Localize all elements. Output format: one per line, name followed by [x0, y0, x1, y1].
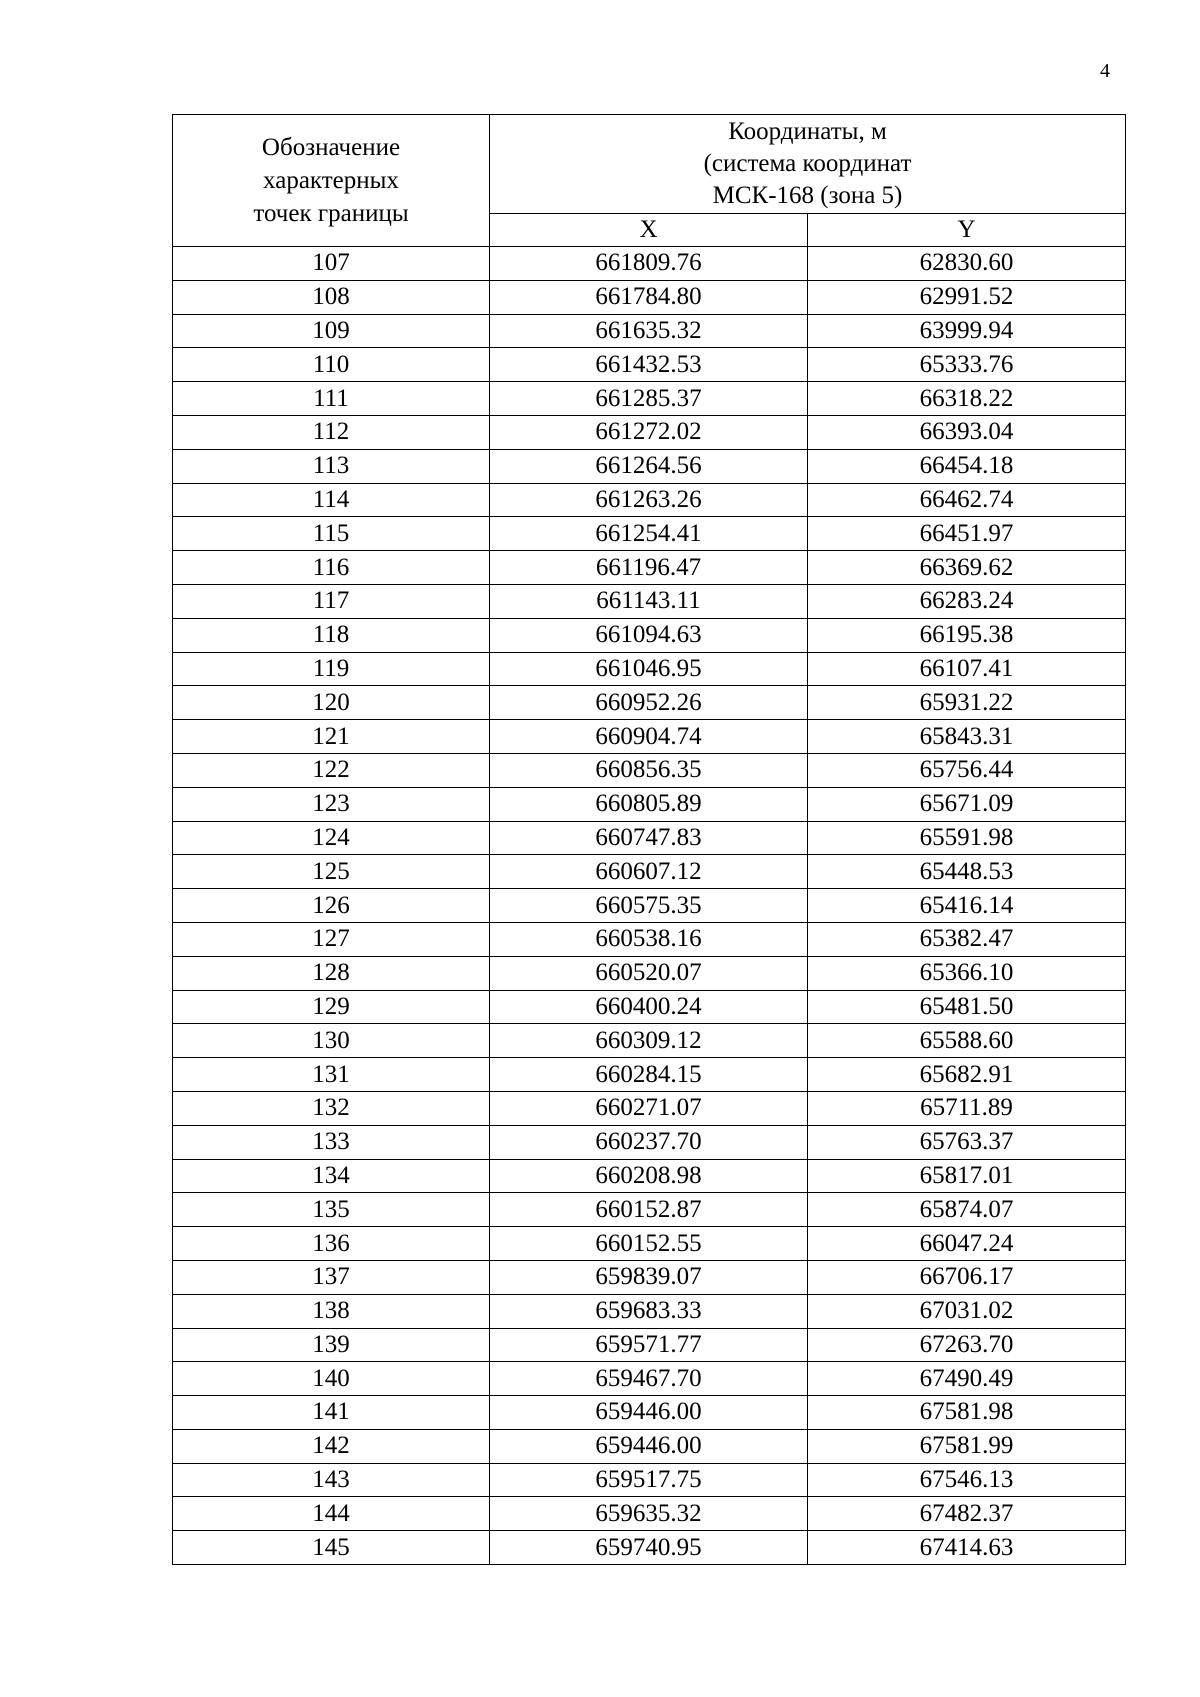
- table-row: [173, 1159, 1126, 1193]
- y-coordinate-cell: 62991.52: [808, 280, 1126, 314]
- y-coordinate-cell: 67031.02: [808, 1294, 1126, 1328]
- y-coordinate-cell: 65817.01: [808, 1159, 1126, 1193]
- table-row: [173, 1260, 1126, 1294]
- point-cell: 110: [173, 348, 490, 382]
- x-coordinate-cell: 660237.70: [490, 1125, 808, 1159]
- table-row: [173, 1429, 1126, 1463]
- point-cell: 109: [173, 314, 490, 348]
- point-cell: 111: [173, 382, 490, 416]
- x-coordinate-cell: 660152.87: [490, 1193, 808, 1227]
- point-cell: 139: [173, 1328, 490, 1362]
- x-coordinate-cell: 660904.74: [490, 720, 808, 754]
- table-row: [173, 1463, 1126, 1497]
- x-coordinate-cell: 660400.24: [490, 990, 808, 1024]
- header-x: X: [490, 214, 808, 247]
- x-coordinate-cell: 659740.95: [490, 1531, 808, 1565]
- table-row: [173, 247, 1126, 281]
- y-coordinate-cell: 65366.10: [808, 956, 1126, 990]
- x-coordinate-cell: 661635.32: [490, 314, 808, 348]
- table-row: [173, 584, 1126, 618]
- point-cell: 123: [173, 787, 490, 821]
- point-cell: 107: [173, 247, 490, 281]
- x-coordinate-cell: 660284.15: [490, 1058, 808, 1092]
- y-coordinate-cell: 65711.89: [808, 1091, 1126, 1125]
- point-cell: 114: [173, 483, 490, 517]
- point-cell: 138: [173, 1294, 490, 1328]
- point-cell: 115: [173, 517, 490, 551]
- y-coordinate-cell: 66369.62: [808, 551, 1126, 585]
- x-coordinate-cell: 661263.26: [490, 483, 808, 517]
- point-cell: 112: [173, 415, 490, 449]
- y-coordinate-cell: 66107.41: [808, 652, 1126, 686]
- point-cell: 125: [173, 855, 490, 889]
- x-coordinate-cell: 661432.53: [490, 348, 808, 382]
- table-row: [173, 415, 1126, 449]
- table-row: [173, 1193, 1126, 1227]
- header-y: Y: [808, 214, 1126, 247]
- y-coordinate-cell: 66047.24: [808, 1227, 1126, 1261]
- x-coordinate-cell: 661046.95: [490, 652, 808, 686]
- x-coordinate-cell: 660309.12: [490, 1024, 808, 1058]
- coordinates-table: [172, 114, 1126, 1565]
- point-cell: 132: [173, 1091, 490, 1125]
- x-coordinate-cell: 660152.55: [490, 1227, 808, 1261]
- point-cell: 121: [173, 720, 490, 754]
- x-coordinate-cell: 660538.16: [490, 922, 808, 956]
- point-cell: 113: [173, 449, 490, 483]
- x-coordinate-cell: 660271.07: [490, 1091, 808, 1125]
- point-cell: 137: [173, 1260, 490, 1294]
- table-row: [173, 551, 1126, 585]
- point-cell: 116: [173, 551, 490, 585]
- table-row: [173, 922, 1126, 956]
- table-row: [173, 1531, 1126, 1565]
- table-row: [173, 1362, 1126, 1396]
- x-coordinate-cell: 659635.32: [490, 1497, 808, 1531]
- y-coordinate-cell: 66195.38: [808, 618, 1126, 652]
- point-cell: 117: [173, 584, 490, 618]
- y-coordinate-cell: 63999.94: [808, 314, 1126, 348]
- table-row: [173, 382, 1126, 416]
- table-row: [173, 686, 1126, 720]
- point-cell: 133: [173, 1125, 490, 1159]
- table-row: [173, 1227, 1126, 1261]
- x-coordinate-cell: 660208.98: [490, 1159, 808, 1193]
- header-point-designation: [173, 115, 490, 247]
- header-coords-line: Координаты, м: [728, 118, 887, 145]
- table-row: [173, 483, 1126, 517]
- y-coordinate-cell: 65588.60: [808, 1024, 1126, 1058]
- point-cell: 130: [173, 1024, 490, 1058]
- x-coordinate-cell: 661196.47: [490, 551, 808, 585]
- point-cell: 140: [173, 1362, 490, 1396]
- header-designation-line: характерных: [263, 167, 399, 194]
- y-coordinate-cell: 65382.47: [808, 922, 1126, 956]
- x-coordinate-cell: 661809.76: [490, 247, 808, 281]
- table-row: [173, 348, 1126, 382]
- x-coordinate-cell: 661285.37: [490, 382, 808, 416]
- y-coordinate-cell: 66283.24: [808, 584, 1126, 618]
- y-coordinate-cell: 67263.70: [808, 1328, 1126, 1362]
- point-cell: 120: [173, 686, 490, 720]
- point-cell: 108: [173, 280, 490, 314]
- y-coordinate-cell: 67482.37: [808, 1497, 1126, 1531]
- table-header: [173, 115, 1126, 247]
- table-row: [173, 720, 1126, 754]
- table-row: [173, 956, 1126, 990]
- x-coordinate-cell: 660805.89: [490, 787, 808, 821]
- table-row: [173, 1058, 1126, 1092]
- header-designation-line: точек границы: [253, 200, 409, 227]
- y-coordinate-cell: 65756.44: [808, 753, 1126, 787]
- table-row: [173, 990, 1126, 1024]
- point-cell: 143: [173, 1463, 490, 1497]
- point-cell: 124: [173, 821, 490, 855]
- point-cell: 119: [173, 652, 490, 686]
- y-coordinate-cell: 67490.49: [808, 1362, 1126, 1396]
- table-row: [173, 855, 1126, 889]
- table-row: [173, 314, 1126, 348]
- y-coordinate-cell: 66393.04: [808, 415, 1126, 449]
- x-coordinate-cell: 661784.80: [490, 280, 808, 314]
- point-cell: 134: [173, 1159, 490, 1193]
- point-cell: 142: [173, 1429, 490, 1463]
- table-row: [173, 787, 1126, 821]
- table-row: [173, 1396, 1126, 1430]
- table-row: [173, 449, 1126, 483]
- y-coordinate-cell: 65682.91: [808, 1058, 1126, 1092]
- page-number: 4: [1100, 60, 1110, 82]
- x-coordinate-cell: 660575.35: [490, 889, 808, 923]
- point-cell: 129: [173, 990, 490, 1024]
- table-row: [173, 889, 1126, 923]
- point-cell: 135: [173, 1193, 490, 1227]
- x-coordinate-cell: 659517.75: [490, 1463, 808, 1497]
- x-coordinate-cell: 661272.02: [490, 415, 808, 449]
- header-coords-line: (система координат: [703, 150, 912, 177]
- x-coordinate-cell: 661143.11: [490, 584, 808, 618]
- y-coordinate-cell: 66706.17: [808, 1260, 1126, 1294]
- y-coordinate-cell: 67414.63: [808, 1531, 1126, 1565]
- point-cell: 126: [173, 889, 490, 923]
- table-row: [173, 1294, 1126, 1328]
- y-coordinate-cell: 65416.14: [808, 889, 1126, 923]
- point-cell: 144: [173, 1497, 490, 1531]
- x-coordinate-cell: 659683.33: [490, 1294, 808, 1328]
- table-row: [173, 1497, 1126, 1531]
- point-cell: 136: [173, 1227, 490, 1261]
- point-cell: 128: [173, 956, 490, 990]
- y-coordinate-cell: 65671.09: [808, 787, 1126, 821]
- point-cell: 145: [173, 1531, 490, 1565]
- table-row: [173, 1125, 1126, 1159]
- y-coordinate-cell: 67581.99: [808, 1429, 1126, 1463]
- point-cell: 131: [173, 1058, 490, 1092]
- table-row: [173, 280, 1126, 314]
- y-coordinate-cell: 66451.97: [808, 517, 1126, 551]
- x-coordinate-cell: 660856.35: [490, 753, 808, 787]
- table-row: [173, 652, 1126, 686]
- x-coordinate-cell: 659571.77: [490, 1328, 808, 1362]
- y-coordinate-cell: 65931.22: [808, 686, 1126, 720]
- x-coordinate-cell: 659446.00: [490, 1396, 808, 1430]
- x-coordinate-cell: 659839.07: [490, 1260, 808, 1294]
- x-coordinate-cell: 661264.56: [490, 449, 808, 483]
- y-coordinate-cell: 66454.18: [808, 449, 1126, 483]
- y-coordinate-cell: 67581.98: [808, 1396, 1126, 1430]
- y-coordinate-cell: 65763.37: [808, 1125, 1126, 1159]
- y-coordinate-cell: 65843.31: [808, 720, 1126, 754]
- y-coordinate-cell: 66462.74: [808, 483, 1126, 517]
- table-row: [173, 1091, 1126, 1125]
- x-coordinate-cell: 661254.41: [490, 517, 808, 551]
- x-coordinate-cell: 660607.12: [490, 855, 808, 889]
- table-body: [173, 247, 1126, 1565]
- x-coordinate-cell: 660520.07: [490, 956, 808, 990]
- point-cell: 127: [173, 922, 490, 956]
- header-designation-line: Обозначение: [261, 134, 401, 161]
- table-row: [173, 821, 1126, 855]
- point-cell: 141: [173, 1396, 490, 1430]
- table-row: [173, 753, 1126, 787]
- header-coords-line: МСК-168 (зона 5): [712, 182, 903, 209]
- point-cell: 118: [173, 618, 490, 652]
- x-coordinate-cell: 659446.00: [490, 1429, 808, 1463]
- table-row: [173, 1024, 1126, 1058]
- y-coordinate-cell: 65333.76: [808, 348, 1126, 382]
- y-coordinate-cell: 65448.53: [808, 855, 1126, 889]
- x-coordinate-cell: 661094.63: [490, 618, 808, 652]
- y-coordinate-cell: 62830.60: [808, 247, 1126, 281]
- y-coordinate-cell: 67546.13: [808, 1463, 1126, 1497]
- table-row: [173, 517, 1126, 551]
- point-cell: 122: [173, 753, 490, 787]
- x-coordinate-cell: 660747.83: [490, 821, 808, 855]
- y-coordinate-cell: 65874.07: [808, 1193, 1126, 1227]
- y-coordinate-cell: 66318.22: [808, 382, 1126, 416]
- table-row: [173, 1328, 1126, 1362]
- header-coordinates: [490, 115, 1126, 214]
- y-coordinate-cell: 65591.98: [808, 821, 1126, 855]
- y-coordinate-cell: 65481.50: [808, 990, 1126, 1024]
- x-coordinate-cell: 659467.70: [490, 1362, 808, 1396]
- x-coordinate-cell: 660952.26: [490, 686, 808, 720]
- table-row: [173, 618, 1126, 652]
